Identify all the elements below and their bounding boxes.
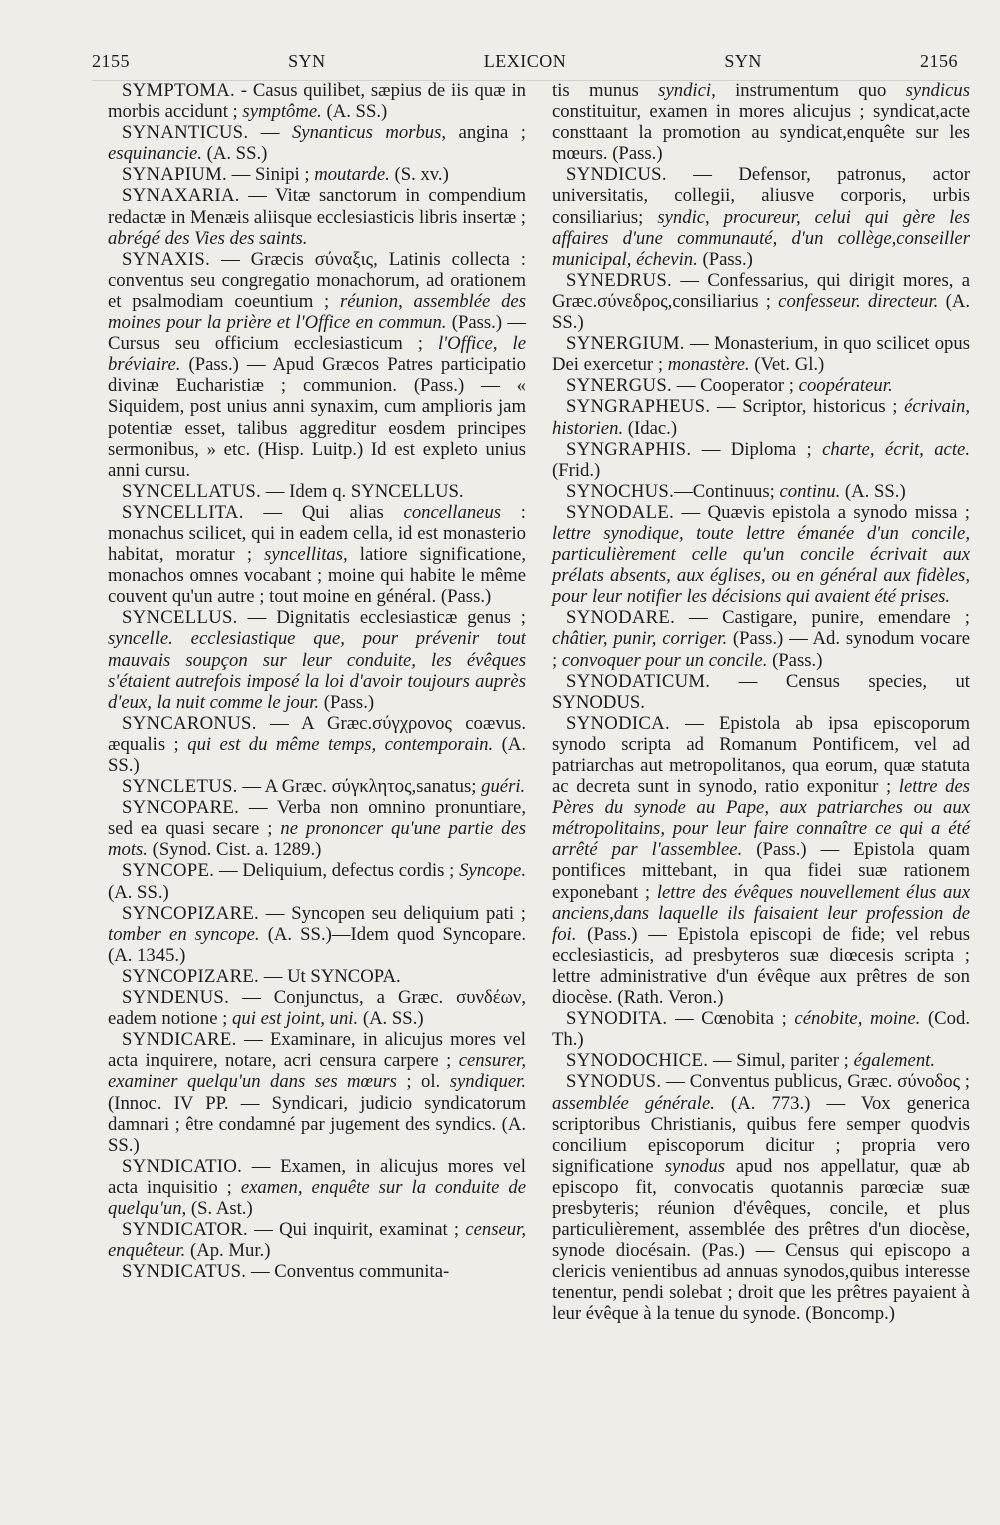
entry-french-gloss: châtier, punir, corriger. [552,628,728,650]
entry-continuation: (A. SS.) [201,143,268,165]
entry-source: (Vet. Gl.) [749,354,825,376]
dictionary-entry [108,481,526,502]
entry-definition: — Scriptor, historicus ; [710,396,905,418]
dictionary-entry [552,607,970,670]
entry-headword: SYNCOPARE. [122,797,240,819]
entry-french-gloss: ne prononcer qu'une partie des mots. [108,818,527,861]
entry-headword: SYNEDRUS. [566,269,673,291]
entry-definition: — Defensor, patronus, actor universitatis, collegii, aliusve corporis, urbis consiliarius; [552,164,970,228]
entry-source: (A. SS.) [321,101,388,123]
entry-source: (Ap. Mur.) [185,1240,271,1262]
entry-definition: — Cœnobita ; [667,1008,795,1030]
entry-headword: SYNCELLATUS. [122,480,262,502]
entry-headword: SYNAXIS. [122,248,211,270]
entry-french-gloss: assemblée générale. [552,1092,715,1114]
entry-french-gloss: lettre des Pères du synode au Pape, aux patriarches ou aux métropolitains, pour leur faire connaître ce qui a été arrêté par l'assemblee. [552,776,971,861]
entry-french-gloss: moutarde. [314,164,390,186]
entry-french-gloss: syndiquer. [449,1071,526,1093]
dictionary-entry [552,270,970,333]
entry-headword: SYNODARE. [566,607,676,629]
running-head-left: SYN [288,50,326,71]
entry-source: (Pass.) [319,691,375,713]
entry-definition: — Qui inquirit, examinat ; [248,1219,466,1241]
entry-continuation: constituitur, examen in mores alicujus ; syndicat,acte consttaant la promotion au syndicat,enquête sur les mœurs. (Pass.) [552,101,970,165]
entry-headword: SYNDICATUS. [122,1261,247,1283]
dictionary-entry [552,333,970,375]
entry-french-gloss: censurer, examiner quelqu'un dans ses mœurs [108,1050,526,1093]
dictionary-entry [108,1156,526,1219]
entry-french-gloss: guéri. [481,776,526,798]
entry-source: (Synod. Cist. a. 1289.) [147,839,322,861]
entry-french-gloss: syncelle. ecclesiastique que, pour prévenir tout mauvais soupçon sur leur conduite, les évêques s'étaient autrefois imposé la loi d'avoir toujours auprès d'eux, la nuit comme le jour. [108,628,526,713]
entry-headword: SYNCOPIZARE. [122,965,260,987]
entry-definition: — Conventus communita- [246,1261,450,1283]
entry-definition: — Sinipi ; [226,164,315,186]
entry-source: SYNCOPA. [310,965,401,987]
entry-french-gloss: lettre des évêques nouvellement élus aux anciens,dans laquelle ils faisaient leur profession de foi. [552,881,970,945]
entry-french-gloss: qui est du même temps, contemporain. [187,733,494,755]
entry-headword: SYNDICATOR. [122,1219,248,1241]
entry-headword: SYNDICUS. [566,164,667,186]
dictionary-entry [552,481,970,502]
dictionary-entry [552,1071,970,1324]
entry-source: (A. 773.) — Vox generica scriptoribus Christianis, quibus fere semper quodvis concilium episcoporum dicitur ; propria vero significatione [552,1092,970,1177]
dictionary-entry [552,375,970,396]
entry-source: (S. xv.) [389,164,449,186]
entry-french-gloss: monastère. [667,354,750,376]
entry-french-gloss: continu. [779,480,841,502]
entry-french-gloss: l'Office, le bréviaire. [108,333,526,376]
entry-continuation: apud nos appellatur, quæ ab episcopo fit, convocatis quotannis parœciæ suæ presbyteris; réunion d'évêques, concile, et plus particulièrement, assemblée des prêtres d'un diocèse, synode diocésain. (Pas.) — Census qui episcopo a clericis venientibus ad annuas synodos,quibus interesse tenentur, pendi solebat ; droit que les prêtres payaient à leur évêque à la tenue du synode. (Boncomp.) [552,1155,970,1325]
entry-headword: SYNDENUS. [122,987,230,1009]
entry-french-gloss: symptôme. [242,101,322,123]
entry-headword: SYNCARONUS. [122,712,257,734]
entry-french-gloss: Synanticus morbus, [291,122,447,144]
entry-definition: — Qui alias [243,501,404,523]
entry-definition: — Ut [259,965,311,987]
entry-source: (Pass.) [697,248,753,270]
entry-french-gloss: syndici, [658,80,716,101]
entry-source: ; ol. [396,1071,450,1093]
entry-french-gloss: cénobite, moine. [794,1008,921,1030]
entry-french-gloss: réunion, assemblée des moines pour la prière et l'Office en commun. [108,290,526,334]
entry-definition: —Continuus; [674,480,780,502]
entry-continuation: latiore significatione, monachos omnes vocabant ; moine qui habite le même couvent qu'un autre ; tout moine en général. (Pass.) [108,544,526,608]
entry-source: (Frid.) [552,459,601,481]
entry-french-gloss: censeur, enquêteur. [108,1219,526,1262]
entry-definition: — Syncopen seu deliquium pati ; [259,902,526,924]
entry-french-gloss: syndicus [905,80,970,101]
entry-definition: — Simul, pariter ; [708,1050,854,1072]
dictionary-entry [552,164,970,269]
entry-headword: SYNGRAPHIS. [566,438,692,460]
entry-french-gloss: abrégé des Vies des saints. [108,227,308,249]
entry-definition: — Census species, ut [710,670,970,692]
page-header [92,44,958,78]
entry-source: (A. SS.) [108,733,527,776]
entry-headword: SYMPTOMA. [122,80,235,101]
entry-continuation: (Innoc. IV PP. — Syndicari, judicio syndicatorum damnari ; être condamné par jugement des syndics. (A. SS.) [108,1092,526,1156]
entry-definition: — Dignitatis ecclesiasticæ genus ; [237,607,526,629]
entry-headword: SYNCOPE. [122,860,215,882]
entry-source: (A. SS.) [840,480,906,502]
dictionary-entry [108,713,526,776]
entry-definition: — Vitæ sanctorum in compendium redactæ in Menæis aliisque ecclesiasticis libris insertæ ; [108,185,526,228]
dictionary-entry [552,502,970,607]
entry-headword: SYNCLETUS. [122,776,238,798]
entry-definition: — Verba non omnino pronuntiare, sed ea quasi secare ; [108,797,526,840]
entry-definition: — Castigare, punire, emendare ; [675,607,970,629]
entry-source: SYNODUS. [552,691,645,713]
entry-headword: SYNAPIUM. [122,164,227,186]
right-column [552,80,970,1325]
entry-continuation: (Pass.) — Apud Græcos Patres participatio divinæ Eucharistiæ ; communion. (Pass.) — « Siquidem, post unius anni synaxim, cum amplioris jam potentiæ esset, talibus aggreditur eosdem principes sermonibus, » etc. (Hisp. Luitp.) Id est expleto unius anni cursu. [108,354,526,481]
entry-headword: SYNCELLITA. [122,501,244,523]
entry-definition: — Conjunctus, a Græc. συνδέων, eadem notione ; [108,987,526,1030]
entry-headword: SYNCELLUS. [122,607,238,629]
entry-french-gloss: convoquer pour un concile. [561,649,768,671]
page-title: LEXICON [483,50,567,71]
entry-definition: — Idem q. [261,480,351,502]
entry-headword: SYNDICARE. [122,1029,237,1051]
entry-source: (A. SS.) [552,290,970,334]
dictionary-entry [552,396,970,438]
entry-definition: — Quævis epistola a synodo missa ; [674,501,970,523]
dictionary-entry [108,966,526,987]
left-column [108,80,526,1282]
entry-headword: SYNERGIUM. [566,333,685,355]
dictionary-entry [108,987,526,1029]
entry-source: (Pass.) — Ad. synodum vocare ; [552,628,970,671]
entry-headword: SYNAXARIA. [122,185,240,207]
dictionary-entry [552,1050,970,1071]
entry-french-gloss: confesseur. directeur. [778,290,939,312]
entry-headword: SYNANTICUS. [122,122,249,144]
entry-continuation: (Pass.) [767,649,823,671]
entry-french-gloss: Syncope. [459,860,526,882]
entry-headword: SYNODUS. [566,1071,662,1093]
entry-headword: SYNODALE. [566,501,675,523]
dictionary-entry [108,1029,526,1156]
dictionary-entry [552,439,970,481]
entry-headword: SYNODATICUM. [566,670,711,692]
entry-source: SYNCELLUS. [350,480,464,502]
entry-definition: — Cooperator ; [672,375,799,397]
entry-definition: — A Græc. σύγκλητος,sanatus; [237,776,482,798]
entry-source: instrumentum quo [715,80,906,101]
entry-french-gloss: écrivain, historien. [552,396,970,439]
entry-headword: SYNERGUS. [566,375,673,397]
entry-french-gloss: lettre synodique, toute lettre émanée d'un concile, particulièrement celle qu'un concile écrivait aux prélats absents, aux églises, ou en général aux fidèles, pour leur notifier les décisions qui avaient été prises. [552,522,970,608]
entry-headword: SYNDICATIO. [122,1155,243,1177]
dictionary-entry [108,860,526,902]
entry-french-gloss: également. [853,1050,936,1072]
entry-source: (Pass.) — Epistola quam pontifices mittebant, in qua fidei suæ rationem exponebant ; [552,839,970,903]
dictionary-entry [108,164,526,185]
entry-definition: — Examen, in alicujus mores vel acta inquisitio ; [108,1155,526,1198]
page-number-left: 2155 [92,50,130,71]
entry-french-gloss: concellaneus [403,501,502,523]
dictionary-entry [552,671,970,713]
entry-french-gloss: esquinancie. [108,143,202,165]
entry-source: (Cod. Th.) [552,1008,971,1051]
entry-headword: SYNODICA. [566,712,670,734]
running-head-right: SYN [724,50,762,71]
dictionary-entry [108,80,526,122]
entry-source: : monachus scilicet, qui in eadem cella, id est monasterio habitat, moratur ; [108,501,526,566]
entry-definition: — Græcis σύναξις, Latinis collecta : conventus seu congregatio monachorum, ad orationem et psalmodiam coeuntium ; [108,248,526,312]
entry-definition: — A Græc.σύγχρονος coævus. æqualis ; [108,712,526,755]
entry-french-gloss: coopérateur. [798,375,893,397]
entry-headword: SYNCOPIZARE. [122,902,260,924]
entry-definition: — Epistola ab ipsa episcoporum synodo scripta ad Romanum Pontificem, vel ad patriarchas aut metropolitanos, qua eorum, quæ statuta ac decreta sunt in synodo, ratio exponitur ; [552,712,970,798]
dictionary-entry [108,1261,526,1282]
entry-continuation: (Pass.) — Epistola episcopi de fide; vel rebus ecclesiasticis, ad presbyteros suæ diœcesis scripta ; lettre administrative d'un évêque aux prêtres de son diocèse. (Rath. Veron.) [552,923,970,1009]
entry-french-gloss: syncellitas, [264,544,348,566]
entry-french-gloss: syndic, procureur, celui qui gère les affaires d'une communauté, d'un collège,conseiller municipal, échevin. [552,206,970,270]
entry-source: angina ; [446,122,526,144]
entry-headword: SYNODOCHICE. [566,1050,709,1072]
dictionary-entry [108,1219,526,1261]
dictionary-entry [108,185,526,248]
page-number-right: 2156 [919,50,958,71]
entry-definition: — Monasterium, in quo scilicet opus Dei exercetur ; [552,333,970,376]
dictionary-entry [108,607,526,712]
entry-french-gloss: synodus [664,1155,725,1177]
entry-definition: — Examinare, in alicujus mores vel acta inquirere, notare, acri censura carpere ; [108,1029,526,1072]
entry-headword: SYNGRAPHEUS. [566,396,711,418]
dictionary-entry [108,903,526,966]
entry-french-gloss: charte, écrit, acte. [822,438,970,460]
entry-source: (A. SS.) [358,1008,424,1030]
dictionary-entry [108,502,526,607]
entry-definition: — Diploma ; [691,438,823,460]
entry-source: (Pass.) — Cursus seu officium ecclesiasticum ; [108,312,527,355]
dictionary-entry [108,797,526,860]
entry-source: (S. Ast.) [186,1197,253,1219]
dictionary-entry [108,249,526,481]
entry-definition: — Deliquium, defectus cordis ; [214,860,460,882]
entry-headword: SYNODITA. [566,1008,668,1030]
entry-headword: SYNOCHUS. [566,480,675,502]
entry-definition: — [248,122,292,144]
entry-french-gloss: qui est joint, uni. [232,1008,359,1030]
entry-french-gloss: tomber en syncope. [108,923,260,945]
entry-source: (A. SS.) [108,881,169,903]
entry-definition: tis munus [552,80,659,101]
entry-source: (Idac.) [623,417,678,439]
dictionary-entry [552,1008,970,1050]
entry-definition: — Conventus publicus, Græc. σύνοδος ; [661,1071,970,1093]
dictionary-entry [552,713,970,1008]
entry-definition: — Confessarius, qui dirigit mores, a Græc.σύνεδρος,consiliarius ; [552,269,970,312]
dictionary-entry [552,80,970,164]
entry-source: (A. SS.)—Idem quod Syncopare. (A. 1345.) [108,923,526,966]
dictionary-entry [108,776,526,797]
entry-french-gloss: examen, enquête sur la conduite de quelqu'un, [108,1176,526,1219]
entry-definition: - Casus quilibet, sæpius de iis quæ in morbis accidunt ; [108,80,526,123]
dictionary-entry [108,122,526,164]
